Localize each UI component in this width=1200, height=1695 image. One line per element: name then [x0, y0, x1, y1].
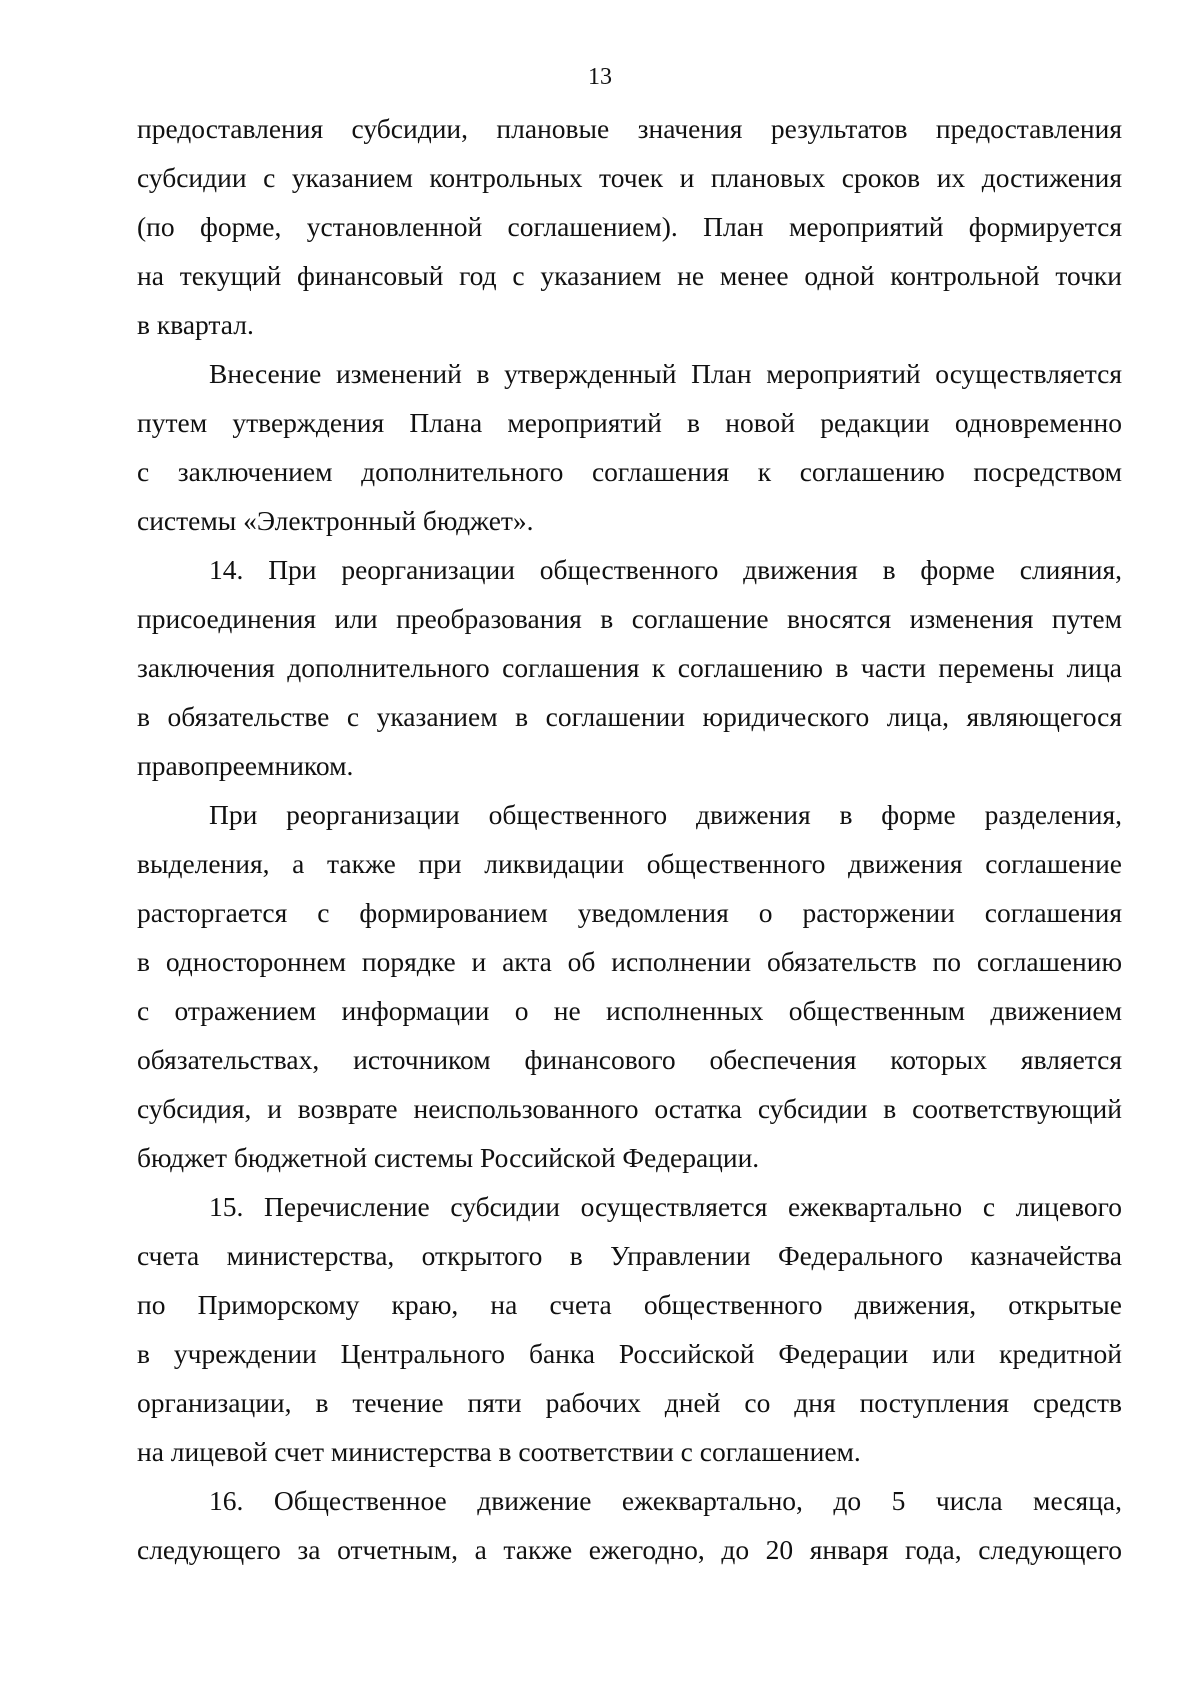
text-line: следующего за отчетным, а также ежегодно, до 20 января года, следующего [137, 1534, 1122, 1565]
text-line: присоединения или преобразования в соглашение вносятся изменения путем [137, 603, 1122, 634]
paragraph [137, 790, 1122, 1182]
document-body [137, 104, 1122, 1574]
text-line: 15. Перечисление субсидии осуществляется ежеквартально с лицевого [209, 1191, 1122, 1222]
text-line: в учреждении Центрального банка Российской Федерации или кредитной [137, 1338, 1122, 1369]
text-line: системы «Электронный бюджет». [137, 505, 534, 536]
text-line: предоставления субсидии, плановые значения результатов предоставления [137, 113, 1122, 144]
text-line: в одностороннем порядке и акта об исполнении обязательств по соглашению [137, 946, 1122, 977]
text-line: бюджет бюджетной системы Российской Федерации. [137, 1142, 760, 1173]
text-line: субсидия, и возврате неиспользованного остатка субсидии в соответствующий [137, 1093, 1122, 1124]
text-line: Внесение изменений в утвержденный План мероприятий осуществляется [209, 358, 1122, 389]
text-line: на текущий финансовый год с указанием не менее одной контрольной точки [137, 260, 1122, 291]
text-line: 14. При реорганизации общественного движения в форме слияния, [209, 554, 1122, 585]
text-line: выделения, а также при ликвидации общественного движения соглашение [137, 848, 1122, 879]
text-line: с отражением информации о не исполненных общественным движением [137, 995, 1122, 1026]
paragraph [137, 1182, 1122, 1476]
text-line: организации, в течение пяти рабочих дней со дня поступления средств [137, 1387, 1122, 1418]
text-line: путем утверждения Плана мероприятий в новой редакции одновременно [137, 407, 1122, 438]
text-line: в квартал. [137, 309, 254, 340]
text-line: правопреемником. [137, 750, 354, 781]
text-line: субсидии с указанием контрольных точек и плановых сроков их достижения [137, 162, 1122, 193]
page-number: 13 [588, 64, 612, 90]
text-line: При реорганизации общественного движения в форме разделения, [209, 799, 1122, 830]
text-line: расторгается с формированием уведомления о расторжении соглашения [137, 897, 1122, 928]
text-line: счета министерства, открытого в Управлении Федерального казначейства [137, 1240, 1122, 1271]
text-line: заключения дополнительного соглашения к соглашению в части перемены лица [137, 652, 1122, 683]
paragraph [137, 1476, 1122, 1574]
paragraph [137, 545, 1122, 790]
paragraph [137, 104, 1122, 349]
paragraph [137, 349, 1122, 545]
text-line: (по форме, установленной соглашением). План мероприятий формируется [137, 211, 1122, 242]
text-line: на лицевой счет министерства в соответствии с соглашением. [137, 1436, 861, 1467]
text-line: 16. Общественное движение ежеквартально, до 5 числа месяца, [209, 1485, 1122, 1516]
text-line: с заключением дополнительного соглашения к соглашению посредством [137, 456, 1122, 487]
text-line: обязательствах, источником финансового обеспечения которых является [137, 1044, 1122, 1075]
text-line: по Приморскому краю, на счета общественного движения, открытые [137, 1289, 1122, 1320]
text-line: в обязательстве с указанием в соглашении юридического лица, являющегося [137, 701, 1122, 732]
